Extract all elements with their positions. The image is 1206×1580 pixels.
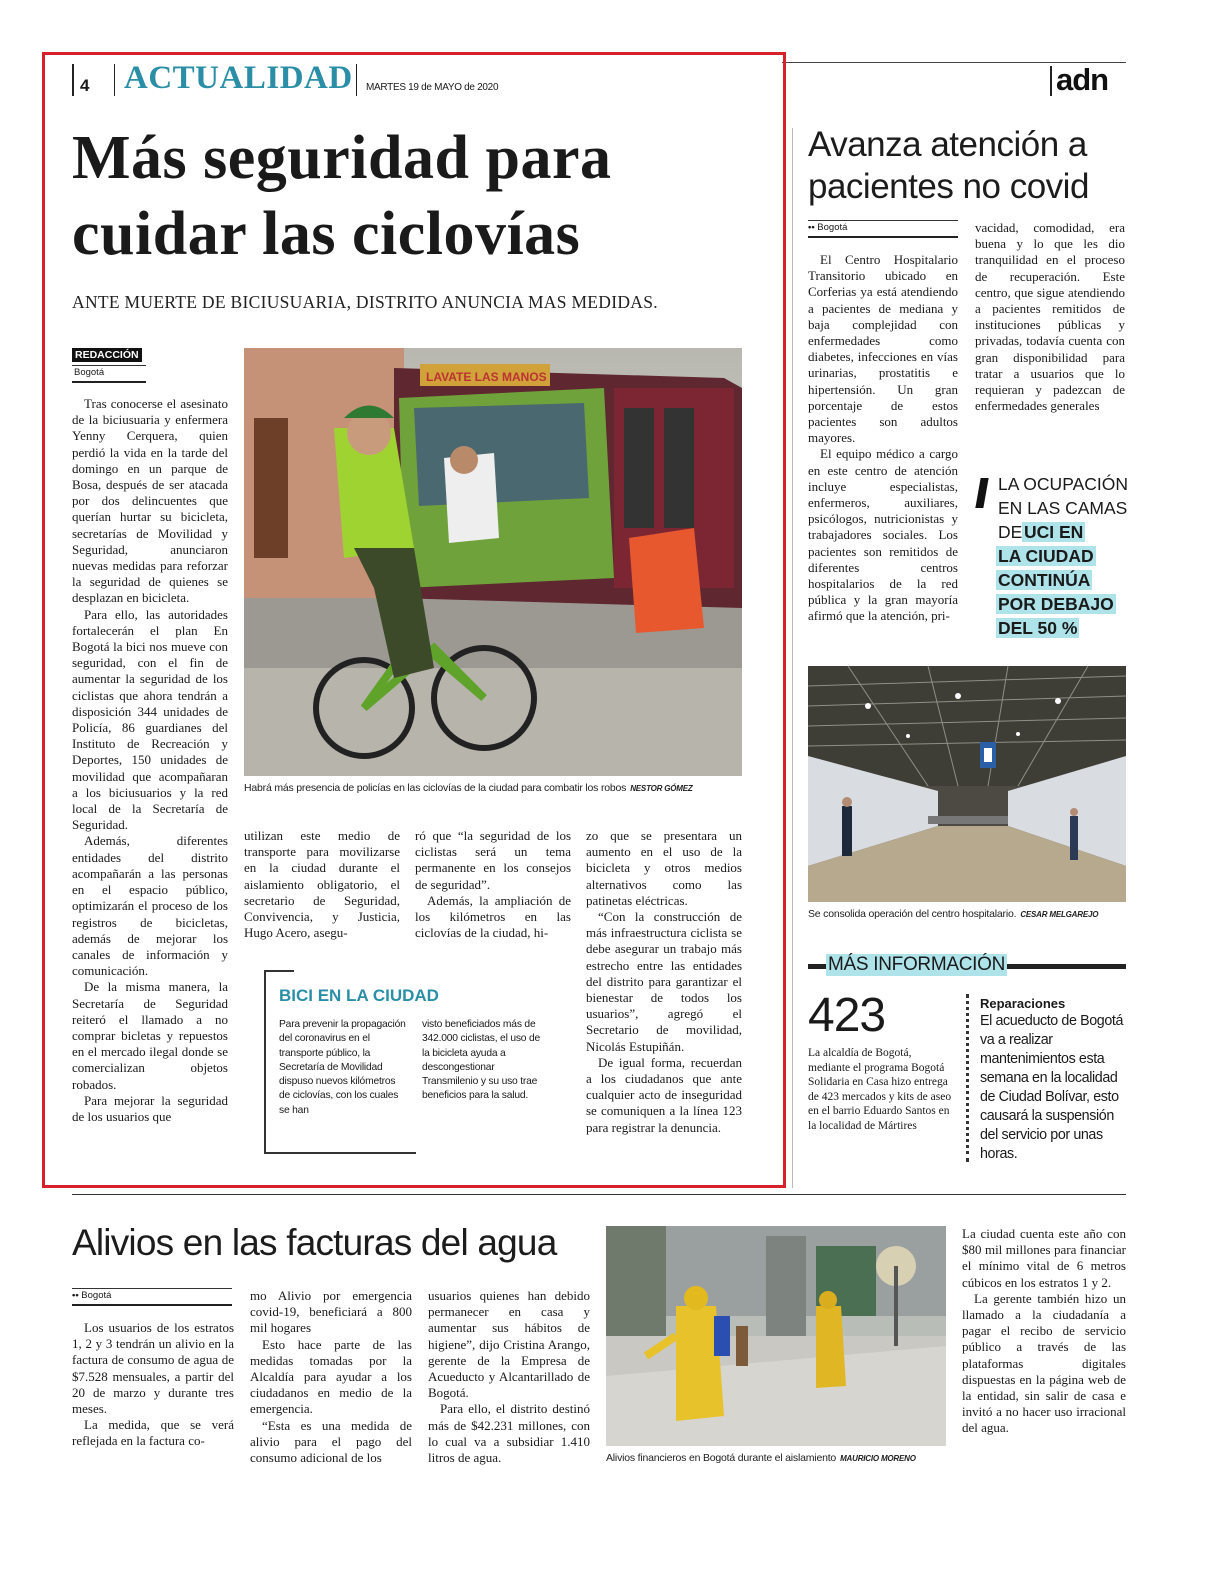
bottom-col3-paragraph-2: Para ello, el distrito destinó más de $42.231 millones, con lo cual va a subsidiar 1.410 litros de agua. — [428, 1401, 590, 1466]
main-photo-credit: NESTOR GÓMEZ — [630, 784, 693, 793]
bottom-location-rule — [72, 1288, 232, 1289]
page-number: 4 — [80, 76, 90, 95]
box-border-top — [264, 970, 294, 972]
bottom-paragraph-1: Los usuarios de los estratos 1, 2 y 3 tendrán un alivio en la factura de consumo de agua de $7.528 mensuales, a partir del 20 de marzo y durante tres meses. — [72, 1320, 234, 1417]
quote-highlight-4: POR DEBAJO — [998, 594, 1114, 614]
quote-line-1: LA OCUPACIÓN — [998, 474, 1128, 494]
bottom-photo-caption-text: Alivios financieros en Bogotá durante el aislamiento — [606, 1452, 837, 1464]
logo-tick — [1050, 66, 1052, 96]
side-paragraph-1: El Centro Hospitalario Transitorio ubicado en Corferias ya está atendiendo a pacientes de mediana y baja complejidad con enfermedades como diabetes, infecciones en vías urinarias, prostatitis e hipertensión. Un gran porcentaje de estos pacientes son adultos mayores. — [808, 252, 958, 446]
main-photo-illustration — [244, 348, 742, 776]
issue-date: MARTES 19 de MAYO de 2020 — [366, 82, 499, 93]
side-photo-caption-text: Se consolida operación del centro hospitalario. — [808, 908, 1017, 920]
quote-highlight-3: CONTINÚA — [998, 570, 1091, 590]
main-article-column-3 — [415, 828, 571, 941]
byline: REDACCIÓN — [72, 348, 142, 362]
main-photo-caption-text: Habrá más presencia de policías en las ciclovías de la ciudad para combatir los robos — [244, 782, 627, 794]
side-vertical-rule — [792, 128, 793, 1188]
bottom-photo-caption — [606, 1452, 916, 1464]
bottom-photo-illustration — [606, 1226, 946, 1446]
quote-highlight-2: LA CIUDAD — [998, 546, 1094, 566]
section-title: ACTUALIDAD — [124, 60, 353, 96]
main-headline — [72, 120, 772, 272]
side-photo-caption — [808, 908, 1098, 920]
mas-info-dotted-divider — [966, 994, 969, 1162]
main-headline-line2: cuidar las ciclovías — [72, 200, 581, 268]
bottom-location-rule-bottom — [72, 1304, 232, 1306]
bottom-article-column-1 — [72, 1320, 234, 1450]
main-paragraph-4: De la misma manera, la Secretaría de Seguridad reiteró el llamado a no comprar bicletas y repuestos en el mercado ilegal donde se comercializan objetos robados. — [72, 979, 228, 1092]
main-article-column-2 — [244, 828, 400, 941]
side-col2-paragraph: vacidad, comodidad, era buena y lo que les dio tranquilidad en el proceso de recuperación. Este centro, que sigue atendiendo a pacientes remitidos de instituciones públicas y privadas, todavía cuenta con gran disponibilidad para tratar a usuarios que lo requieran y padezcan de enfermedades generales — [975, 220, 1125, 414]
bottom-col2-paragraph-2: Esto hace parte de las medidas tomadas por la Alcaldía para ayudar a los ciudadanos en medio de la emergencia. — [250, 1336, 412, 1417]
side-headline — [808, 124, 1128, 208]
bottom-photo-credit: MAURICIO MORENO — [840, 1454, 916, 1463]
quote-line-3: DE — [998, 522, 1023, 542]
quote-mark-icon — [975, 478, 988, 508]
box-border-left — [264, 970, 266, 1154]
main-col2-paragraph: utilizan este medio de transporte para movilizarse en la ciudad durante el aislamiento obligatorio, el secretario de Seguridad, Convivencia, y Justicia, Hugo Acero, asegu- — [244, 828, 400, 941]
bottom-article-column-2 — [250, 1288, 412, 1466]
bottom-photo-street-cleaning — [606, 1226, 946, 1446]
byline-rule — [72, 365, 146, 366]
bottom-col3-paragraph-1: usuarios quienes han debido permanecer en casa y aumentar sus hábitos de higiene”, dijo Cristina Arango, gerente de la Empresa de Acueducto y Alcantarillado de Bogotá. — [428, 1288, 590, 1401]
main-photo-caption — [244, 782, 693, 794]
byline-rule-bottom — [72, 381, 146, 383]
main-col4-paragraph-1: zo que se presentara un aumento en el uso de la bicicleta y otros medios alternativos como las patinetas eléctricas. — [586, 828, 742, 908]
main-paragraph-3: Además, diferentes entidades del distrito acompañarán a las personas en el espacio público, optimizarán el proceso de los registros de bicicletas, además de mejorar los canales de información y comunicación. — [72, 833, 228, 979]
mas-info-title: MÁS INFORMACIÓN — [828, 954, 1006, 975]
side-headline-line1: Avanza atención a — [808, 125, 1087, 164]
side-photo-credit: CESAR MELGAREJO — [1020, 910, 1099, 919]
main-col3-paragraph-1: ró que “la seguridad de los ciclistas será un tema permanente en los consejos de seguridad”. — [415, 828, 571, 892]
main-photo-cyclist-police — [244, 348, 742, 776]
main-paragraph-2: Para ello, las autoridades fortalecerán el plan En Bogotá la bici nos mueve con seguridad, con el fin de aumentar la seguridad de los ciclistas que ahora tendrán a disposición 344 unidades de Policía, 86 guardianes del Instituto de Recreación y Deportes, 150 unidades de movilidad que acompañaran a los biciusuarios y la red local de la Secretaría de Seguridad. — [72, 606, 228, 833]
bus-sign-text: LAVATE LAS MANOS — [426, 370, 547, 384]
main-subtitle: ANTE MUERTE DE BICIUSUARIA, DISTRITO ANUNCIA MAS MEDIDAS. — [72, 292, 658, 312]
box-text-left: Para prevenir la propagación del coronavirus en el transporte público, la Secretaría de Movilidad dispuso nuevos kilómetros de ciclovías, con los cuales se han — [279, 1019, 406, 1116]
side-headline-line2: pacientes no covid — [808, 167, 1089, 206]
bottom-location-bullets: •• — [72, 1290, 82, 1301]
side-photo-hospital-hall — [808, 666, 1126, 902]
side-location-rule — [808, 220, 958, 221]
quote-plain-lines — [998, 472, 1128, 520]
box-title: BICI EN LA CIUDAD — [279, 986, 439, 1005]
quote-line-2: EN LAS CAMAS — [998, 498, 1128, 518]
mas-info-number: 423 — [808, 989, 886, 1042]
bottom-article-column-4 — [962, 1226, 1126, 1437]
side-location — [808, 222, 847, 233]
box-border-bottom — [264, 1152, 416, 1154]
byline-location: Bogotá — [74, 367, 105, 378]
bottom-paragraph-2: La medida, que se verá reflejada en la factura co- — [72, 1417, 234, 1449]
bottom-col4-paragraph-1: La ciudad cuenta este año con $80 mil millones para financiar el mínimo vital de 6 metros cúbicos en los estratos 1 y 2. — [962, 1226, 1126, 1290]
main-paragraph-5: Para mejorar la seguridad de los usuarios que — [72, 1092, 228, 1124]
box-text-right: visto beneficiados más de 342.000 ciclistas, el uso de la bicicleta ayuda a descongestionar Transmilenio y su uso trae beneficios para la salud. — [422, 1019, 541, 1102]
side-article-column-2 — [975, 220, 1125, 414]
side-photo-illustration — [808, 666, 1126, 902]
bottom-location — [72, 1290, 111, 1301]
bottom-col4-paragraph-2: La gerente también hizo un llamado a la ciudadanía a pagar el recibo de servicio público a través de las plataformas digitales dispuestas en la página web de la entidad, sin salir de casa e invitó a no hacer uso irracional del agua. — [962, 1290, 1126, 1436]
bottom-col2-paragraph-3: “Esta es una medida de alivio para el pago del consumo adicional de los — [250, 1417, 412, 1466]
bottom-location-text: Bogotá — [81, 1290, 112, 1301]
bottom-section-rule — [72, 1194, 1126, 1195]
mas-info-item-text: El acueducto de Bogotá va a realizar mantenimientos esta semana en la localidad de Ciudad Bolívar, esto causará la suspensión del servicio por unas horas. — [980, 1013, 1124, 1162]
bici-info-box — [264, 970, 570, 1154]
main-article-column-1 — [72, 396, 228, 1125]
quote-highlight-5: DEL 50 % — [998, 618, 1078, 638]
main-paragraph-1: Tras conocerse el asesinato de la biciusuaria y enfermera Yenny Cerquera, quien perdió la vida en la tarde del domingo en un parque de Bosa, después de ser atacada por dos delincuentes que querían hurtar su bicicleta, secretarías de Movilidad y Seguridad, anunciaron nuevas medidas para reforzar la seguridad de quienes se desplazan en bicicleta. — [72, 396, 228, 606]
main-col4-paragraph-3: De igual forma, recuerdan a los ciudadanos que ante cualquier acto de inseguridad se comuniquen a la línea 123 para registrar la denuncia. — [586, 1054, 742, 1135]
main-col3-paragraph-2: Además, la ampliación de los kilómetros en las ciclovías de la ciudad, hi- — [415, 892, 571, 941]
mas-info-item-title: Reparaciones — [980, 996, 1066, 1011]
quote-highlight-1: UCI EN — [1024, 522, 1084, 542]
main-col4-paragraph-2: “Con la construcción de más infraestructura ciclista se debe asegurar un trabajo más estrecho entre las entidades del distrito para garantizar el bienestar de todos los usuarios”, agregó el Secretario de movilidad, Nicolás Estupiñán. — [586, 909, 742, 1054]
bottom-article-column-3 — [428, 1288, 590, 1466]
side-article-column-1 — [808, 252, 958, 625]
side-location-rule-bottom — [808, 236, 958, 238]
bottom-col2-paragraph-1: mo Alivio por emergencia covid-19, beneficiará a 800 mil hogares — [250, 1288, 412, 1336]
main-headline-line1: Más seguridad para — [72, 124, 612, 192]
side-paragraph-2: El equipo médico a cargo en este centro de atención incluye especialistas, enfermeros, auxiliares, psicólogos, nutricionistas y trabajadores sociales. Los pacientes son remitidos de diferentes centros hospitalarios de la red pública y la gran mayoría afirmó que la atención, pri- — [808, 446, 958, 624]
mas-info-number-text: La alcaldía de Bogotá, mediante el programa Bogotá Solidaria en Casa hizo entrega de 423 mercados y kits de aseo en el barrio Eduardo Santos en la localidad de Mártires — [808, 1047, 952, 1132]
main-article-column-4 — [586, 828, 742, 1136]
side-location-text: Bogotá — [817, 222, 848, 233]
side-location-bullets: •• — [808, 222, 818, 233]
adn-logo: adn — [1056, 62, 1109, 97]
bottom-headline: Alivios en las facturas del agua — [72, 1222, 557, 1263]
